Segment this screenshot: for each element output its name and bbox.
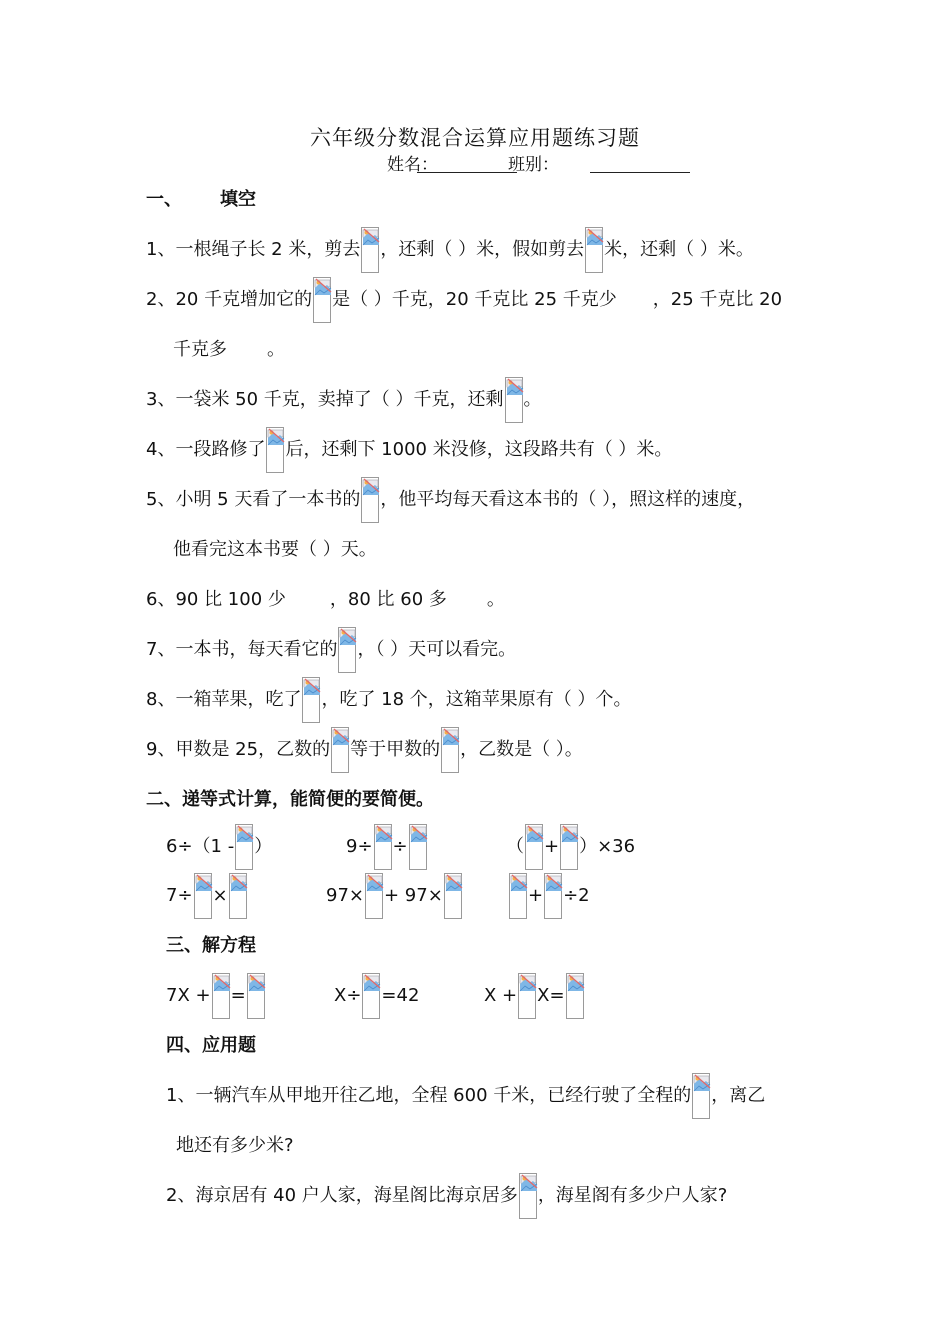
question-1	[146, 230, 754, 270]
fraction-image-icon	[194, 873, 212, 919]
fraction-image-icon	[409, 824, 427, 870]
calc-4	[166, 876, 248, 916]
question-text: ，25 千克比 20	[652, 289, 783, 310]
question-text: ，离乙	[711, 1085, 766, 1106]
expression-text: 6÷（1 -	[166, 836, 235, 857]
fraction-image-icon	[247, 973, 265, 1019]
question-text: 后，还剩下 1000 米没修，这段路共有（ ）米。	[285, 439, 673, 460]
question-text: 。	[523, 389, 542, 410]
equation-text: 7X +	[166, 985, 211, 1006]
question-text: 米，还剩（ ）米。	[604, 239, 754, 260]
fraction-image-icon	[518, 973, 536, 1019]
expression-text: +	[544, 836, 560, 857]
question-5-continued	[173, 530, 377, 570]
question-text: ，（ ）天可以看完。	[357, 639, 517, 660]
section-number: 一、	[146, 189, 182, 210]
calc-2	[346, 827, 428, 867]
question-text: ，海星阁有多少户人家?	[537, 1185, 728, 1206]
question-5	[146, 480, 755, 520]
application-1	[166, 1076, 765, 1116]
question-text: ，吃了 18 个，这箱苹果原有（ ）个。	[321, 689, 632, 710]
section-fill-blank-heading	[146, 180, 256, 220]
fraction-image-icon	[338, 627, 356, 673]
section-calculation-heading: 二、递等式计算，能简便的要简便。	[146, 789, 434, 810]
fraction-image-icon	[374, 824, 392, 870]
question-text: 4、一段路修了	[146, 439, 266, 460]
application-2	[166, 1176, 727, 1216]
question-text: 是（ ）千克，20 千克比 25 千克少	[332, 289, 617, 310]
calc-5	[326, 876, 463, 916]
question-text: 7、一本书，每天看它的	[146, 639, 338, 660]
fraction-image-icon	[585, 227, 603, 273]
question-8	[146, 680, 632, 720]
equation-text: X÷	[334, 985, 362, 1006]
expression-text: ）×36	[579, 836, 636, 857]
fraction-image-icon	[365, 873, 383, 919]
question-text: 2、20 千克增加它的	[146, 289, 313, 310]
fraction-image-icon	[212, 973, 230, 1019]
question-9	[146, 730, 583, 770]
fraction-image-icon	[444, 873, 462, 919]
expression-text: （	[506, 836, 524, 857]
fraction-image-icon	[362, 973, 380, 1019]
fraction-image-icon	[313, 277, 331, 323]
fraction-image-icon	[229, 873, 247, 919]
fraction-image-icon	[505, 377, 523, 423]
question-text: 等于甲数的	[350, 739, 441, 760]
question-text: 。	[486, 589, 505, 610]
equation-text: X=	[537, 985, 565, 1006]
expression-text: ÷2	[563, 885, 590, 906]
fraction-image-icon	[544, 873, 562, 919]
question-text: 3、一袋米 50 千克，卖掉了（ ）千克，还剩	[146, 389, 504, 410]
expression-text: 9÷	[346, 836, 373, 857]
question-text: 。	[267, 339, 285, 360]
calc-6	[508, 876, 590, 916]
equation-text: =	[230, 985, 246, 1006]
fraction-image-icon	[235, 824, 253, 870]
question-text: 1、一辆汽车从甲地开往乙地，全程 600 千米，已经行驶了全程的	[166, 1085, 692, 1106]
question-text: 他看完这本书要（ ）天。	[173, 539, 377, 560]
fraction-image-icon	[361, 227, 379, 273]
section-equation-heading: 三、解方程	[166, 935, 256, 956]
fraction-image-icon	[266, 427, 284, 473]
class-blank[interactable]	[590, 172, 690, 173]
fraction-image-icon	[331, 727, 349, 773]
question-text: ，80 比 60 多	[329, 589, 447, 610]
expression-text: 97×	[326, 885, 364, 906]
section-title: 填空	[220, 189, 256, 210]
application-1-continued	[176, 1126, 294, 1166]
fraction-image-icon	[560, 824, 578, 870]
name-blank[interactable]	[417, 172, 517, 173]
question-text: 1、一根绳子长 2 米，剪去	[146, 239, 361, 260]
question-text: 9、甲数是 25，乙数的	[146, 739, 331, 760]
expression-text: ÷	[392, 836, 408, 857]
question-text: ，他平均每天看这本书的（ ），照这样的速度，	[380, 489, 756, 510]
expression-text: +	[528, 885, 544, 906]
question-text: 8、一箱苹果，吃了	[146, 689, 302, 710]
equation-3	[484, 976, 585, 1016]
fraction-image-icon	[361, 477, 379, 523]
equation-2	[334, 976, 419, 1016]
question-7	[146, 630, 516, 670]
fraction-image-icon	[566, 973, 584, 1019]
question-text: 地还有多少米?	[176, 1135, 294, 1156]
expression-text: + 97×	[384, 885, 443, 906]
student-info	[0, 150, 950, 176]
question-text: 6、90 比 100 少	[146, 589, 286, 610]
question-6	[146, 580, 505, 620]
fraction-image-icon	[441, 727, 459, 773]
question-2	[146, 280, 782, 320]
fraction-image-icon	[509, 873, 527, 919]
question-3	[146, 380, 542, 420]
question-text: 千克多	[173, 339, 227, 360]
equation-text: X +	[484, 985, 518, 1006]
equation-text: =42	[381, 985, 420, 1006]
equation-1	[166, 976, 266, 1016]
page-title: 六年级分数混合运算应用题练习题	[310, 126, 640, 150]
expression-text: 7÷	[166, 885, 193, 906]
fraction-image-icon	[692, 1073, 710, 1119]
expression-text: ）	[254, 836, 273, 857]
calc-1	[166, 827, 272, 867]
expression-text: ×	[212, 885, 228, 906]
name-label: 姓名：	[387, 155, 438, 175]
calc-3	[506, 827, 635, 867]
question-4	[146, 430, 672, 470]
question-text: ，还剩（ ）米，假如剪去	[380, 239, 585, 260]
fraction-image-icon	[519, 1173, 537, 1219]
question-2-continued	[173, 330, 285, 370]
question-text: 5、小明 5 天看了一本书的	[146, 489, 361, 510]
section-application-heading: 四、应用题	[166, 1035, 256, 1056]
fraction-image-icon	[302, 677, 320, 723]
fraction-image-icon	[525, 824, 543, 870]
question-text: 2、海京居有 40 户人家，海星阁比海京居多	[166, 1185, 518, 1206]
question-text: ，乙数是（ ）。	[460, 739, 583, 760]
class-label: 班别：	[508, 155, 559, 175]
